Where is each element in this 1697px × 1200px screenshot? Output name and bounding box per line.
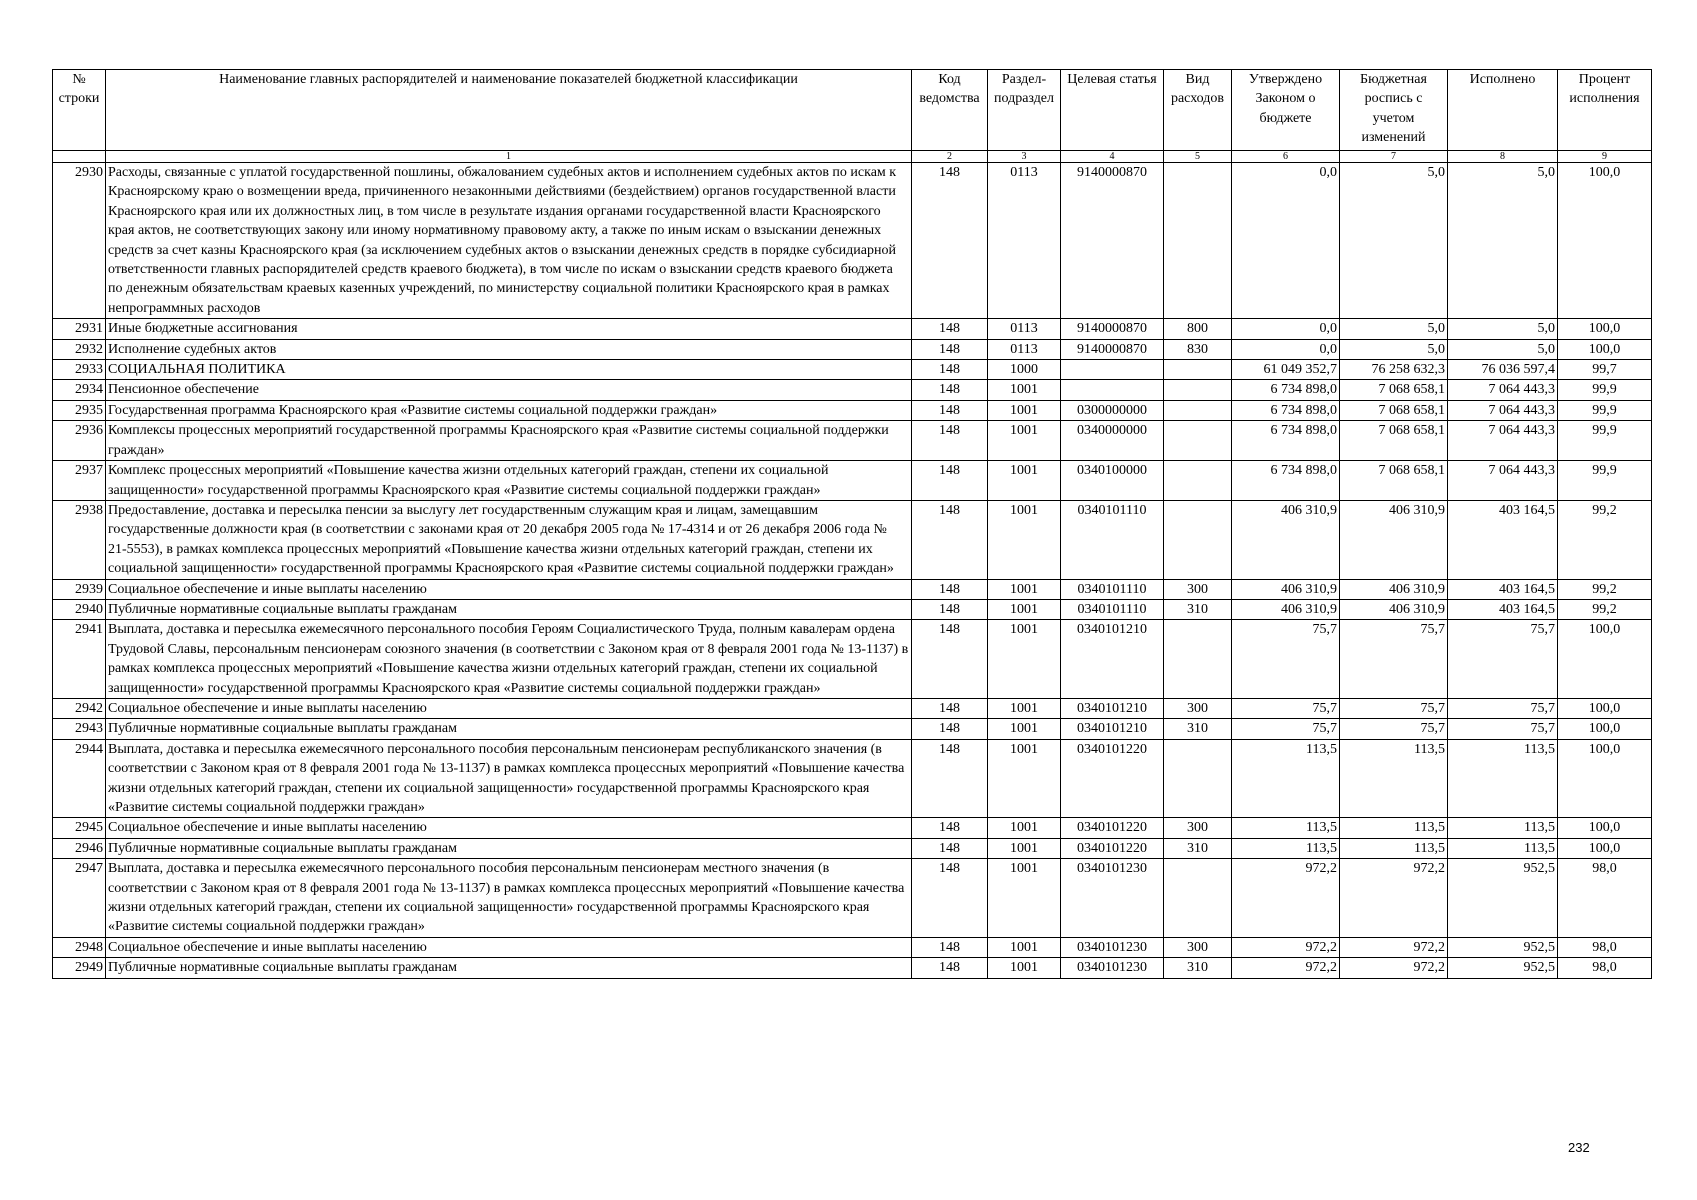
- section-code: 1000: [988, 360, 1061, 380]
- target-article: 0340101230: [1061, 937, 1164, 957]
- approved-amount: 406 310,9: [1232, 500, 1340, 579]
- execution-percent: 98,0: [1558, 859, 1652, 938]
- executed-amount: 7 064 443,3: [1448, 421, 1558, 461]
- executed-amount: 75,7: [1448, 719, 1558, 739]
- header-percent: Процент исполнения: [1558, 70, 1652, 151]
- approved-amount: 75,7: [1232, 698, 1340, 718]
- target-article: 0340101110: [1061, 500, 1164, 579]
- expense-kind: [1164, 739, 1232, 818]
- schedule-amount: 113,5: [1340, 739, 1448, 818]
- execution-percent: 98,0: [1558, 937, 1652, 957]
- expense-kind: [1164, 859, 1232, 938]
- department-code: 148: [912, 500, 988, 579]
- section-code: 1001: [988, 421, 1061, 461]
- table-row: [53, 400, 1652, 420]
- department-code: 148: [912, 360, 988, 380]
- schedule-amount: 75,7: [1340, 698, 1448, 718]
- column-number: 4: [1061, 151, 1164, 163]
- section-code: 1001: [988, 937, 1061, 957]
- header-target-article: Целевая статья: [1061, 70, 1164, 151]
- row-number: 2930: [53, 163, 106, 319]
- approved-amount: 0,0: [1232, 339, 1340, 359]
- expense-kind: 300: [1164, 579, 1232, 599]
- expense-kind: 310: [1164, 719, 1232, 739]
- header-row-number: № строки: [53, 70, 106, 151]
- department-code: 148: [912, 739, 988, 818]
- execution-percent: 100,0: [1558, 739, 1652, 818]
- expense-kind: 310: [1164, 599, 1232, 619]
- schedule-amount: 972,2: [1340, 859, 1448, 938]
- section-code: 1001: [988, 838, 1061, 858]
- execution-percent: 99,7: [1558, 360, 1652, 380]
- section-code: 1001: [988, 400, 1061, 420]
- expense-kind: 300: [1164, 818, 1232, 838]
- execution-percent: 100,0: [1558, 163, 1652, 319]
- column-number: 3: [988, 151, 1061, 163]
- row-name: Социальное обеспечение и иные выплаты населению: [106, 818, 912, 838]
- row-name: Исполнение судебных актов: [106, 339, 912, 359]
- schedule-amount: 972,2: [1340, 937, 1448, 957]
- target-article: 0340101110: [1061, 599, 1164, 619]
- executed-amount: 952,5: [1448, 958, 1558, 978]
- schedule-amount: 7 068 658,1: [1340, 421, 1448, 461]
- execution-percent: 98,0: [1558, 958, 1652, 978]
- row-name: СОЦИАЛЬНАЯ ПОЛИТИКА: [106, 360, 912, 380]
- section-code: 1001: [988, 958, 1061, 978]
- approved-amount: 6 734 898,0: [1232, 461, 1340, 501]
- section-code: 1001: [988, 859, 1061, 938]
- approved-amount: 61 049 352,7: [1232, 360, 1340, 380]
- header-approved: Утверждено Законом о бюджете: [1232, 70, 1340, 151]
- department-code: 148: [912, 958, 988, 978]
- execution-percent: 100,0: [1558, 818, 1652, 838]
- target-article: 0340101210: [1061, 698, 1164, 718]
- approved-amount: 0,0: [1232, 319, 1340, 339]
- executed-amount: 5,0: [1448, 163, 1558, 319]
- target-article: 9140000870: [1061, 319, 1164, 339]
- execution-percent: 100,0: [1558, 319, 1652, 339]
- schedule-amount: 972,2: [1340, 958, 1448, 978]
- row-number: 2945: [53, 818, 106, 838]
- target-article: 0340101220: [1061, 818, 1164, 838]
- table-body: [53, 163, 1652, 979]
- expense-kind: [1164, 620, 1232, 699]
- table-row: [53, 958, 1652, 978]
- row-number: 2942: [53, 698, 106, 718]
- execution-percent: 99,9: [1558, 380, 1652, 400]
- row-number: 2949: [53, 958, 106, 978]
- row-number: 2943: [53, 719, 106, 739]
- department-code: 148: [912, 698, 988, 718]
- table-row: [53, 421, 1652, 461]
- department-code: 148: [912, 380, 988, 400]
- executed-amount: 403 164,5: [1448, 500, 1558, 579]
- row-name: Социальное обеспечение и иные выплаты населению: [106, 579, 912, 599]
- target-article: 0340101210: [1061, 719, 1164, 739]
- schedule-amount: 5,0: [1340, 339, 1448, 359]
- expense-kind: 300: [1164, 937, 1232, 957]
- section-code: 1001: [988, 818, 1061, 838]
- budget-execution-table: [52, 69, 1652, 979]
- column-number-blank: [53, 151, 106, 163]
- row-number: 2946: [53, 838, 106, 858]
- approved-amount: 972,2: [1232, 937, 1340, 957]
- execution-percent: 100,0: [1558, 698, 1652, 718]
- row-name: Комплекс процессных мероприятий «Повышение качества жизни отдельных категорий граждан, степени их социальной защищенности» государственной программы Красноярского края «Развитие системы социальной поддержки граждан»: [106, 461, 912, 501]
- expense-kind: [1164, 360, 1232, 380]
- table-row: [53, 698, 1652, 718]
- header-budget-schedule: Бюджетная роспись с учетом изменений: [1340, 70, 1448, 151]
- approved-amount: 6 734 898,0: [1232, 400, 1340, 420]
- execution-percent: 99,2: [1558, 579, 1652, 599]
- expense-kind: 800: [1164, 319, 1232, 339]
- expense-kind: [1164, 163, 1232, 319]
- execution-percent: 100,0: [1558, 620, 1652, 699]
- expense-kind: [1164, 461, 1232, 501]
- expense-kind: [1164, 380, 1232, 400]
- section-code: 0113: [988, 319, 1061, 339]
- page-number: 232: [1568, 1140, 1590, 1155]
- row-name: Выплата, доставка и пересылка ежемесячного персонального пособия персональным пенсионерам местного значения (в соответствии с Законом края от 8 февраля 2001 года № 13-1137) в рамках комплекса процессных мероприятий «Повышение качества жизни отдельных категорий граждан, степени их социальной защищенности» государственной программы Красноярского края «Развитие системы социальной поддержки граждан»: [106, 859, 912, 938]
- row-name: Выплата, доставка и пересылка ежемесячного персонального пособия Героям Социалистического Труда, полным кавалерам ордена Трудовой Славы, персональным пенсионерам союзного значения (в соответствии с Законом края от 8 февраля 2001 года № 13-1137) в рамках комплекса процессных мероприятий «Повышение качества жизни отдельных категорий граждан, степени их социальной защищенности» государственной программы Красноярского края «Развитие системы социальной поддержки граждан»: [106, 620, 912, 699]
- table-row: [53, 461, 1652, 501]
- target-article: 0300000000: [1061, 400, 1164, 420]
- schedule-amount: 113,5: [1340, 818, 1448, 838]
- section-code: 1001: [988, 698, 1061, 718]
- row-number: 2947: [53, 859, 106, 938]
- schedule-amount: 75,7: [1340, 719, 1448, 739]
- approved-amount: 75,7: [1232, 620, 1340, 699]
- table-row: [53, 319, 1652, 339]
- row-number: 2948: [53, 937, 106, 957]
- executed-amount: 7 064 443,3: [1448, 400, 1558, 420]
- approved-amount: 113,5: [1232, 838, 1340, 858]
- execution-percent: 99,2: [1558, 599, 1652, 619]
- column-number: 9: [1558, 151, 1652, 163]
- target-article: 9140000870: [1061, 163, 1164, 319]
- header-section: Раздел-подраздел: [988, 70, 1061, 151]
- column-number: 2: [912, 151, 988, 163]
- execution-percent: 99,9: [1558, 421, 1652, 461]
- column-number: 1: [106, 151, 912, 163]
- department-code: 148: [912, 319, 988, 339]
- row-number: 2931: [53, 319, 106, 339]
- executed-amount: 113,5: [1448, 739, 1558, 818]
- row-name: Публичные нормативные социальные выплаты гражданам: [106, 838, 912, 858]
- section-code: 1001: [988, 579, 1061, 599]
- execution-percent: 99,2: [1558, 500, 1652, 579]
- header-expense-kind: Вид расходов: [1164, 70, 1232, 151]
- table-row: [53, 719, 1652, 739]
- row-name: Расходы, связанные с уплатой государственной пошлины, обжалованием судебных актов и исполнением судебных актов по искам к Красноярскому краю о возмещении вреда, причиненного незаконными действиями (бездействием) органов государственной власти Красноярского края или их должностных лиц, в том числе в результате издания органами государственной власти Красноярского края актов, не соответствующих закону или иному нормативному правовому акту, а также по иным искам о взыскании денежных средств за счет казны Красноярского края (за исключением судебных актов о взыскании денежных средств в порядке субсидиарной ответственности главных распорядителей средств краевого бюджета), в том числе по искам о взыскании средств краевого бюджета по денежным обязательствам краевых казенных учреждений, по министерству социальной политики Красноярского края в рамках непрограммных расходов: [106, 163, 912, 319]
- execution-percent: 100,0: [1558, 719, 1652, 739]
- schedule-amount: 7 068 658,1: [1340, 400, 1448, 420]
- executed-amount: 75,7: [1448, 698, 1558, 718]
- department-code: 148: [912, 599, 988, 619]
- row-name: Комплексы процессных мероприятий государственной программы Красноярского края «Развитие системы социальной поддержки граждан»: [106, 421, 912, 461]
- approved-amount: 972,2: [1232, 958, 1340, 978]
- row-name: Пенсионное обеспечение: [106, 380, 912, 400]
- schedule-amount: 406 310,9: [1340, 500, 1448, 579]
- executed-amount: 403 164,5: [1448, 599, 1558, 619]
- approved-amount: 406 310,9: [1232, 579, 1340, 599]
- department-code: 148: [912, 620, 988, 699]
- row-number: 2939: [53, 579, 106, 599]
- expense-kind: 830: [1164, 339, 1232, 359]
- column-number: 7: [1340, 151, 1448, 163]
- row-name: Иные бюджетные ассигнования: [106, 319, 912, 339]
- target-article: 0340101220: [1061, 739, 1164, 818]
- target-article: 0340100000: [1061, 461, 1164, 501]
- approved-amount: 406 310,9: [1232, 599, 1340, 619]
- table-row: [53, 163, 1652, 319]
- row-name: Выплата, доставка и пересылка ежемесячного персонального пособия персональным пенсионерам республиканского значения (в соответствии с Законом края от 8 февраля 2001 года № 13-1137) в рамках комплекса процессных мероприятий «Повышение качества жизни отдельных категорий граждан, степени их социальной защищенности» государственной программы Красноярского края «Развитие системы социальной поддержки граждан»: [106, 739, 912, 818]
- table-row: [53, 360, 1652, 380]
- row-number: 2941: [53, 620, 106, 699]
- department-code: 148: [912, 838, 988, 858]
- department-code: 148: [912, 163, 988, 319]
- schedule-amount: 75,7: [1340, 620, 1448, 699]
- schedule-amount: 76 258 632,3: [1340, 360, 1448, 380]
- table-row: [53, 838, 1652, 858]
- target-article: [1061, 380, 1164, 400]
- department-code: 148: [912, 859, 988, 938]
- header-name: Наименование главных распорядителей и наименование показателей бюджетной классификации: [106, 70, 912, 151]
- executed-amount: 113,5: [1448, 818, 1558, 838]
- table-row: [53, 339, 1652, 359]
- approved-amount: 75,7: [1232, 719, 1340, 739]
- expense-kind: 310: [1164, 838, 1232, 858]
- expense-kind: 300: [1164, 698, 1232, 718]
- department-code: 148: [912, 339, 988, 359]
- row-number: 2937: [53, 461, 106, 501]
- schedule-amount: 406 310,9: [1340, 599, 1448, 619]
- schedule-amount: 5,0: [1340, 319, 1448, 339]
- target-article: 0340101230: [1061, 859, 1164, 938]
- schedule-amount: 7 068 658,1: [1340, 380, 1448, 400]
- schedule-amount: 7 068 658,1: [1340, 461, 1448, 501]
- column-number: 6: [1232, 151, 1340, 163]
- target-article: 0340101230: [1061, 958, 1164, 978]
- executed-amount: 952,5: [1448, 937, 1558, 957]
- row-number: 2936: [53, 421, 106, 461]
- row-number: 2940: [53, 599, 106, 619]
- target-article: 0340101210: [1061, 620, 1164, 699]
- row-number: 2944: [53, 739, 106, 818]
- column-number: 5: [1164, 151, 1232, 163]
- executed-amount: 403 164,5: [1448, 579, 1558, 599]
- department-code: 148: [912, 421, 988, 461]
- row-number: 2932: [53, 339, 106, 359]
- row-name: Публичные нормативные социальные выплаты гражданам: [106, 958, 912, 978]
- table-row: [53, 818, 1652, 838]
- row-number: 2938: [53, 500, 106, 579]
- department-code: 148: [912, 461, 988, 501]
- target-article: 0340000000: [1061, 421, 1164, 461]
- section-code: 1001: [988, 739, 1061, 818]
- executed-amount: 75,7: [1448, 620, 1558, 699]
- target-article: [1061, 360, 1164, 380]
- section-code: 1001: [988, 500, 1061, 579]
- expense-kind: [1164, 421, 1232, 461]
- executed-amount: 7 064 443,3: [1448, 380, 1558, 400]
- approved-amount: 113,5: [1232, 739, 1340, 818]
- target-article: 0340101220: [1061, 838, 1164, 858]
- row-number: 2933: [53, 360, 106, 380]
- schedule-amount: 5,0: [1340, 163, 1448, 319]
- section-code: 0113: [988, 163, 1061, 319]
- department-code: 148: [912, 719, 988, 739]
- table-row: [53, 599, 1652, 619]
- executed-amount: 76 036 597,4: [1448, 360, 1558, 380]
- section-code: 1001: [988, 599, 1061, 619]
- row-name: Социальное обеспечение и иные выплаты населению: [106, 937, 912, 957]
- header-department-code: Код ведомства: [912, 70, 988, 151]
- expense-kind: 310: [1164, 958, 1232, 978]
- expense-kind: [1164, 500, 1232, 579]
- section-code: 1001: [988, 380, 1061, 400]
- header-row: [53, 70, 1652, 151]
- execution-percent: 100,0: [1558, 838, 1652, 858]
- row-number: 2934: [53, 380, 106, 400]
- table-row: [53, 500, 1652, 579]
- department-code: 148: [912, 579, 988, 599]
- approved-amount: 972,2: [1232, 859, 1340, 938]
- table-row: [53, 380, 1652, 400]
- department-code: 148: [912, 937, 988, 957]
- section-code: 1001: [988, 461, 1061, 501]
- column-number: 8: [1448, 151, 1558, 163]
- row-name: Предоставление, доставка и пересылка пенсии за выслугу лет государственным служащим края и лицам, замещавшим государственные должности края (в соответствии с законами края от 20 декабря 2005 года № 17-4314 и от 26 декабря 2006 года № 21-5553), в рамках комплекса процессных мероприятий «Повышение качества жизни отдельных категорий граждан, степени их социальной защищенности» государственной программы Красноярского края «Развитие системы социальной поддержки граждан»: [106, 500, 912, 579]
- approved-amount: 0,0: [1232, 163, 1340, 319]
- section-code: 1001: [988, 719, 1061, 739]
- executed-amount: 952,5: [1448, 859, 1558, 938]
- row-name: Социальное обеспечение и иные выплаты населению: [106, 698, 912, 718]
- executed-amount: 7 064 443,3: [1448, 461, 1558, 501]
- row-name: Публичные нормативные социальные выплаты гражданам: [106, 599, 912, 619]
- section-code: 1001: [988, 620, 1061, 699]
- row-name: Публичные нормативные социальные выплаты гражданам: [106, 719, 912, 739]
- row-name: Государственная программа Красноярского края «Развитие системы социальной поддержки граждан»: [106, 400, 912, 420]
- executed-amount: 5,0: [1448, 339, 1558, 359]
- execution-percent: 99,9: [1558, 461, 1652, 501]
- department-code: 148: [912, 400, 988, 420]
- table-row: [53, 579, 1652, 599]
- approved-amount: 6 734 898,0: [1232, 421, 1340, 461]
- target-article: 0340101110: [1061, 579, 1164, 599]
- approved-amount: 113,5: [1232, 818, 1340, 838]
- row-number: 2935: [53, 400, 106, 420]
- table-row: [53, 859, 1652, 938]
- expense-kind: [1164, 400, 1232, 420]
- schedule-amount: 113,5: [1340, 838, 1448, 858]
- department-code: 148: [912, 818, 988, 838]
- column-number-row: [53, 151, 1652, 163]
- schedule-amount: 406 310,9: [1340, 579, 1448, 599]
- execution-percent: 100,0: [1558, 339, 1652, 359]
- table-row: [53, 937, 1652, 957]
- executed-amount: 113,5: [1448, 838, 1558, 858]
- header-executed: Исполнено: [1448, 70, 1558, 151]
- section-code: 0113: [988, 339, 1061, 359]
- table-row: [53, 739, 1652, 818]
- executed-amount: 5,0: [1448, 319, 1558, 339]
- table-row: [53, 620, 1652, 699]
- approved-amount: 6 734 898,0: [1232, 380, 1340, 400]
- execution-percent: 99,9: [1558, 400, 1652, 420]
- target-article: 9140000870: [1061, 339, 1164, 359]
